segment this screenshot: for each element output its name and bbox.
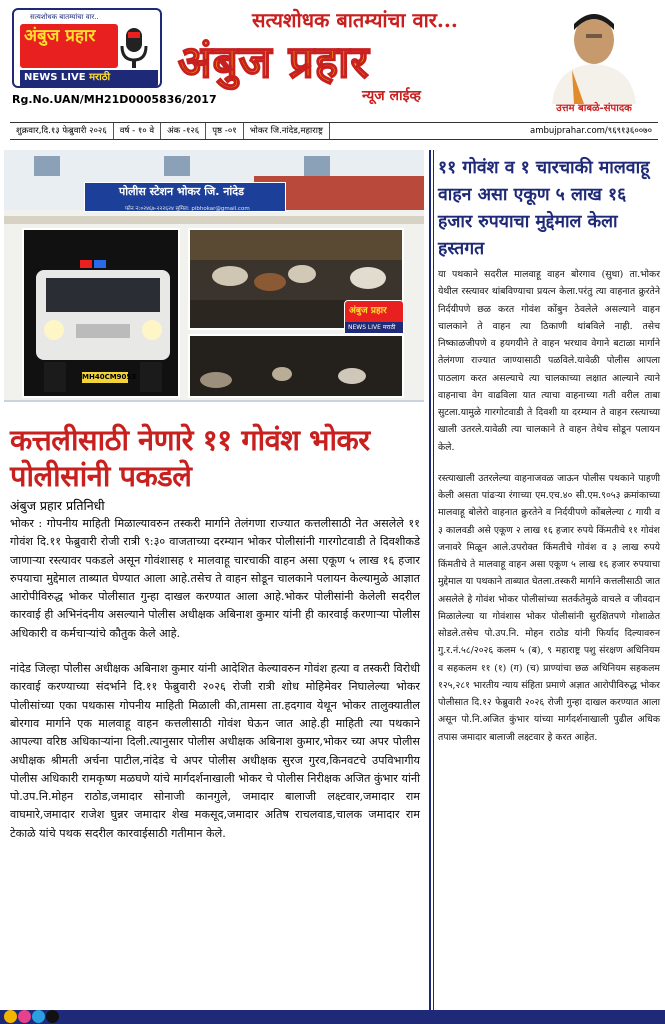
masthead-tagline: सत्यशोधक बातम्यांचा वार... <box>252 8 458 32</box>
news-photo <box>4 150 424 402</box>
footer-dot-pink <box>18 1010 31 1023</box>
logo-news-live-text: NEWS LIVE <box>24 72 86 83</box>
photo-watermark-logo <box>344 300 404 334</box>
column-divider-thin <box>433 150 434 1012</box>
byline: अंबुज प्रहार प्रतिनिधी <box>10 498 105 513</box>
info-bar <box>10 122 658 140</box>
vehicle-photo <box>22 228 180 398</box>
footer-bar <box>0 1010 665 1024</box>
editor-caption: उत्तम बाबळे-संपादक <box>556 103 632 114</box>
main-paragraph-2: नांदेड जिल्हा पोलीस अधीक्षक अबिनाश कुमार यांनी आदेशित केल्यावरुन गोवंश हत्या व तस्करी विरोधी कारवाई करण्याच्या संदर्भाने दि.११ फेब्रुवारी २०२६ रोजी रात्री शोध मोहिमेवर निघालेल्या भोकर पोलीसांच्या एका पथकास गोपनीय माहिती मिळाली की,तामसा ता.हदगाव येथून भोकर तालुक्यातील बोरगाव मार्गाने एक मालवाहू वाहन कत्तलीसाठी गोवंश घेऊन जात आहे.ही माहिती त्या पथकाने आपल्या वरिष्ठ अधिकाऱ्यांना दिली.त्यानुसार पोलीस अधीक्षक अबिनाश कुमार,भोकर च्या अपर पोलीस अधीक्षक श्रीमती अर्चना पाटील,नांदेड चे अपर पोलीस अधीक्षक सुरज गुरव,किनवटचे उपविभागीय पोलीस अधिकारी रामकृष्ण मळघणे यांचे मार्गदर्शनाखाली भोकर चे पोलीस निरीक्षक अजित कुंभार यांनी पो.उप.नि.मोहन राठोड,जमादार सोनाजी कानगुले, जमादार बालाजी लक्ष्टवार,जमादार राम वाघमारे,जमादार राजेश घुन्नर जमादार शेख मकसूद,जमादार अतिष राचलवाड,चालक जमादार राम टेकाळे यांचे पथक सदरील कारवाईसाठी गतीमान केले. <box>10 662 420 840</box>
main-paragraph-1: भोकर : गोपनीय माहिती मिळाल्यावरुन तस्करी मार्गाने तेलंगणा राज्यात कत्तलीसाठी नेत असलेले ११ गोवंश दि.११ फेब्रुवारी रोजी रात्री ९:३० वाजताच्या दरम्यान भोकर पोलीसांनी गारगोटवाडी ते दिवशीकडे जाणाऱ्या रस्त्यावर पकडले असून गोवंशासह १ मालवाहू चारचाकी वाहन असा एकूण ५ लाख १६ हजार रुपयाचा मुद्देमाल ताब्यात घेण्यात आला आहे.तसेच ते वाहन सोडून चालकाने पलायन केल्यामुळे आज्ञात आरोपीविरुद्ध भोकर पोलीसात गुन्हा दाखल करण्यात आला आहे.भोकर पोलीसांनी केलेली सदरील कारवाई ही अभिनंदनीय असल्याने पोलीस अधीक्षक अबिनाश कुमार यांनी ही कारवाई करणाऱ्या पोलीस अधिकारी व कर्मचाऱ्यांचे कौतुक केले आहे. <box>10 517 420 640</box>
logo-news-live <box>20 70 158 86</box>
masthead <box>0 0 665 118</box>
issue-location: भोकर जि.नांदेड,महाराष्ट्र <box>244 123 330 139</box>
editor-photo <box>534 4 652 104</box>
logo[interactable] <box>12 8 162 88</box>
page-number: पृष्ठ -०१ <box>206 123 243 139</box>
contact-link[interactable]: ambujprahar.com/९६९१३६००७० <box>530 126 652 136</box>
column-divider <box>429 150 431 1012</box>
side-headline: ११ गोवंश व १ चारचाकी मालवाहू वाहन असा एकूण ५ लाख १६ हजार रुपयाचा मुद्देमाल केला हस्तगत <box>438 157 650 259</box>
main-headline: कत्तलीसाठी नेणारे ११ गोवंश भोकर पोलीसांनी पकडले <box>10 423 370 493</box>
issue-date: शुक्रवार,दि.१३ फेब्रुवारी २०२६ <box>10 123 114 139</box>
logo-marathi: मराठी <box>89 72 111 83</box>
cattle-image-2 <box>190 336 404 398</box>
footer-dot-black <box>46 1010 59 1023</box>
photo-watermark-title: अंबुज प्रहार <box>349 306 387 316</box>
photo-watermark-news: NEWS LIVE मराठी <box>345 322 403 333</box>
side-paragraph-2: रस्त्याखाली उतरलेल्या वाहनाजवळ जाऊन पोलीस पथकाने पाहणी केली असता पांढऱ्या रंगाच्या एम.एच.४० सी.एम.९०५३ क्रमांकाच्या मालवाहू बोलेरो वाहनात क्रुरतेने व निर्दयीपणे कोंबलेल्या ८ गायी व ३ कालवडी असे एकूण २ लाख १६ हजार रुपये किंमतीचे ११ गोवंश जनावरे मिळून आले.उपरोक्त किंमतीचे गोवंश व ३ लाख रुपये किंमतीचे ते मालवाहू वाहन असा एकूण ५ लाख १६ हजार रुपयाचा मुद्देमाल या पथकाने ताब्यात घेतला.तस्करी मार्गाने कत्तलीसाठी जात असलेले हे गोवंश भोकर पोलीसांच्या सतर्कतेमुळे वाचले व जीवदान मिळालेल्या या गोवंशास भोकर पोलीसांनी सुरक्षितपणे गोशाळेत सोडले.तसेच पो.उप.नि. मोहन राठोड यांनी फिर्याद दिल्यावरुन गु.र.नं.५८/२०२६ कलम ५ (ब), ९ महाराष्ट्र पशु संरक्षण अधिनियम व सहकलम ११ (१) (ग) (च) प्राण्यांचा छळ अधिनियम सहकलम १२५,२८१ भारतीय न्याय संहिता प्रमाणे अज्ञात आरोपीविरुद्ध भोकर पोलीसात दि.१२ फेब्रुवारी २०२६ रोजी गुन्हा दाखल करण्यात आला असून पो.नि.अजित कुंभार यांच्या मार्गदर्शनाखाली पुढील अधिक तपास जमादार बालाजी लक्ष्टवार हे करत आहेत. <box>438 472 660 743</box>
main-article-body <box>10 515 420 860</box>
issue-year: वर्ष - १० वे <box>114 123 161 139</box>
station-signboard-text: पोलीस स्टेशन भोकर जि. नांदेड <box>119 185 244 198</box>
station-signboard <box>84 182 286 212</box>
side-paragraph-1: या पथकाने सदरील मालवाहू वाहन बोरगाव (सुधा) ता.भोकर येथील रस्त्यावर थांबविण्याचा प्रयत्न केला.परंतु त्या वाहनात क्रुरतेने निर्दयीपणे छळ करत गोवंश कोंबुन ठेवलेले असल्याने वाहन चालकाने ते वाहन त्या ठिकाणी थांबविले नाही. तसेच निष्काळजीपणे व हयगयीने ते वाहन भरधाव वेगाने बटाळा मार्गाने तेलंगणा राज्यात जाण्यासाठी पळविले.यावेळी पोलीस आपला पाठलाग करत असल्याचे त्या चालकाच्या लक्षात आल्याने त्याने वाहनाचा वेग वाढविला यात त्याचा वाहनाच्या गती वरील ताबा सुटला.यामुळे गारगोटवाडी ते दिवशी या दरम्यान ते वाहन रस्त्याच्या खाली उतरले.यावेळी त्या चालकाने ते वाहन तेथेच सोडून पलायन केले. <box>438 269 660 453</box>
logo-title: अंबुज प्रहार <box>24 26 96 46</box>
issue-number: अंक -१२६ <box>161 123 206 139</box>
masthead-title: अंबुज प्रहार <box>178 37 370 88</box>
station-signboard-contact: फोन न:०२४६७-२२२६२४ सुमिल: pibhokar@gmail.com <box>125 206 250 212</box>
masthead-subtitle: न्यूज लाईव्ह <box>362 88 421 104</box>
side-article-body <box>438 266 660 760</box>
microphone-icon <box>116 26 152 70</box>
footer-dot-blue <box>32 1010 45 1023</box>
cattle-photo-2 <box>188 334 404 398</box>
logo-tagline: सत्यशोधक बातम्यांचा वार.. <box>30 13 99 21</box>
registration-number: Rg.No.UAN/MH21D0005836/2017 <box>12 93 217 106</box>
footer-dot-yellow <box>4 1010 17 1023</box>
vehicle-number-plate: MH40CM9053 <box>82 373 137 381</box>
logo-title-block <box>20 24 118 68</box>
